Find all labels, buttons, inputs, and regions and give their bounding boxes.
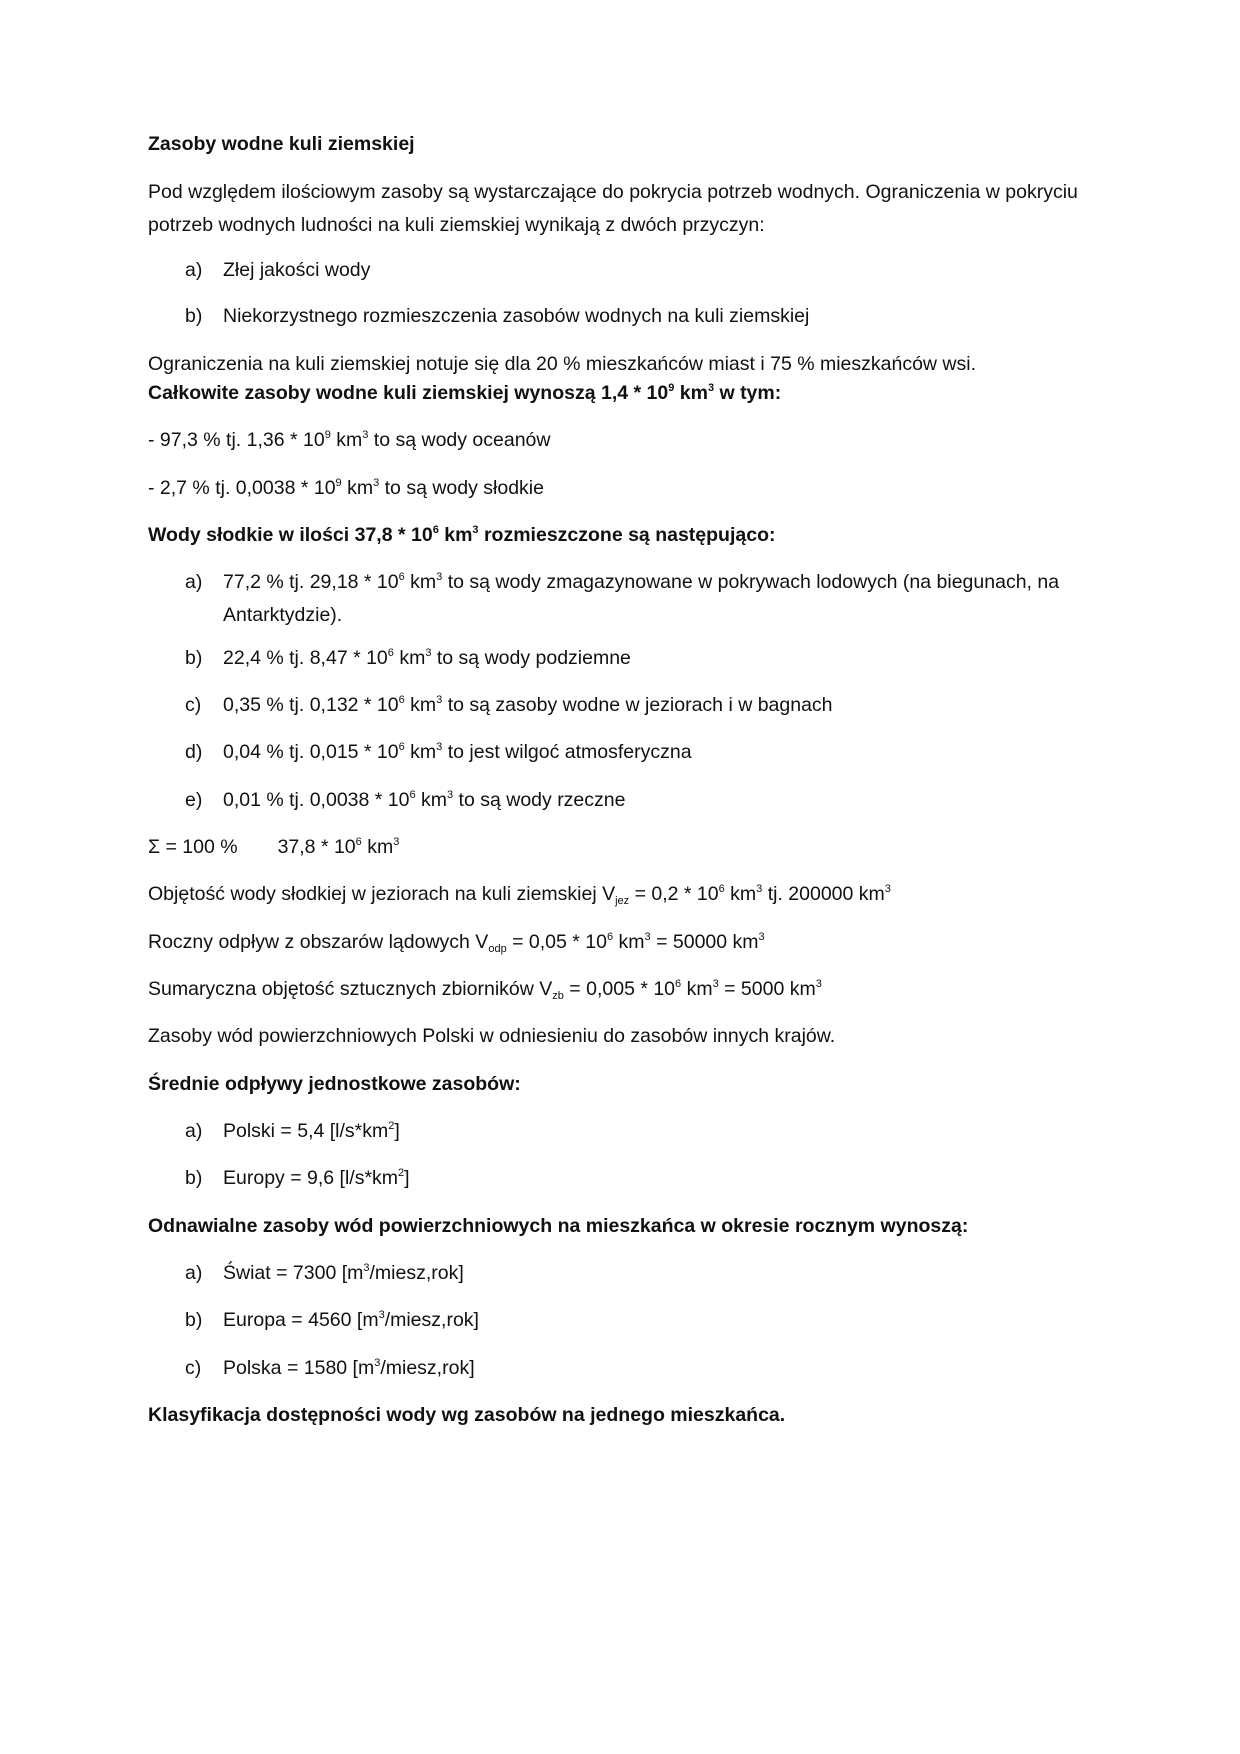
- ocean-water-line: - 97,3 % tj. $1,36 * 10^9$ $km^3$ to są wody oceanów: [148, 429, 551, 451]
- list-marker: b): [185, 1167, 203, 1189]
- list-text: Europy = 9,6 $[l/s*km^2]$: [223, 1167, 410, 1189]
- list-text: Złej jakości wody: [223, 259, 371, 281]
- fresh-water-line: - 2,7 % tj. $0,0038 * 10^9$ $km^3$ to są wody słodkie: [148, 477, 544, 499]
- fresh-water-heading: Wody słodkie w ilości $37,8 * 10^6$ $km^3$ rozmieszczone są następująco:: [148, 524, 776, 546]
- document-title: Zasoby wodne kuli ziemskiej: [148, 133, 415, 155]
- list-text: 0,01 % tj. $0,0038 * 10^6$ $km^3$ to są wody rzeczne: [223, 789, 626, 811]
- renewable-heading: Odnawialne zasoby wód powierzchniowych na mieszkańca w okresie rocznym wynoszą:: [148, 1215, 969, 1237]
- list-text: Europa = 4560 $[m^3/miesz,rok]$: [223, 1309, 479, 1331]
- classification-heading: Klasyfikacja dostępności wody wg zasobów na jednego mieszkańca.: [148, 1404, 786, 1426]
- list-marker: a): [185, 571, 203, 593]
- sum-line: Σ = 100 % $37,8 * 10^6$ $km^3$: [148, 836, 400, 858]
- list-text: Świat = 7300 $[m^3/miesz,rok]$: [223, 1262, 464, 1284]
- lake-volume-line: Objętość wody słodkiej w jeziorach na kuli ziemskiej $V_{jez} = 0,2 * 10^6$ $km^3$ tj. 200000 $km^3$: [148, 883, 891, 907]
- list-text: Polski = 5,4 $[l/s*km^2]$: [223, 1120, 400, 1142]
- list-marker: d): [185, 741, 203, 763]
- list-text: Polska = 1580 $[m^3/miesz,rok]$: [223, 1357, 475, 1379]
- list-marker: c): [185, 694, 202, 716]
- list-text: 0,35 % tj. $0,132 * 10^6$ $km^3$ to są zasoby wodne w jeziorach i w bagnach: [223, 694, 833, 716]
- list-text: Niekorzystnego rozmieszczenia zasobów wodnych na kuli ziemskiej: [223, 305, 810, 327]
- list-marker: a): [185, 1120, 203, 1142]
- list-text: 77,2 % tj. $29,18 * 10^6$ $km^3$ to są wody zmagazynowane w pokrywach lodowych (na biegunach, na Antarktydzie).: [223, 571, 1060, 626]
- list-text: 0,04 % tj. $0,015 * 10^6$ $km^3$ to jest wilgoć atmosferyczna: [223, 741, 692, 763]
- reservoirs-line: Sumaryczna objętość sztucznych zbiorników $V_{zb} = 0,005 * 10^6$ $km^3 = 5000$ $km^3$: [148, 978, 822, 1002]
- runoff-heading: Średnie odpływy jednostkowe zasobów:: [148, 1073, 521, 1095]
- list-text: 22,4 % tj. $8,47 * 10^6$ $km^3$ to są wody podziemne: [223, 647, 631, 669]
- poland-intro: Zasoby wód powierzchniowych Polski w odniesieniu do zasobów innych krajów.: [148, 1025, 836, 1047]
- intro-paragraph: Pod względem ilościowym zasoby są wystarczające do pokrycia potrzeb wodnych. Ograniczenia w pokryciu potrzeb wodnych ludności na kuli ziemskiej wynikają z dwóch przyczyn:: [148, 181, 1078, 236]
- list-marker: a): [185, 1262, 203, 1284]
- list-marker: b): [185, 647, 203, 669]
- annual-runoff-line: Roczny odpływ z obszarów lądowych $V_{odp} = 0,05 * 10^6$ $km^3 = 50000$ $km^3$: [148, 931, 765, 955]
- list-marker: a): [185, 259, 203, 281]
- total-resources-line: Całkowite zasoby wodne kuli ziemskiej wynoszą $1,4 * 10^9$ $km^3$ w tym:: [148, 382, 782, 404]
- list-marker: b): [185, 1309, 203, 1331]
- list-marker: e): [185, 789, 203, 811]
- list-marker: c): [185, 1357, 202, 1379]
- list-marker: b): [185, 305, 203, 327]
- limits-paragraph: Ograniczenia na kuli ziemskiej notuje się dla 20 % mieszkańców miast i 75 % mieszkańców wsi.: [148, 353, 977, 375]
